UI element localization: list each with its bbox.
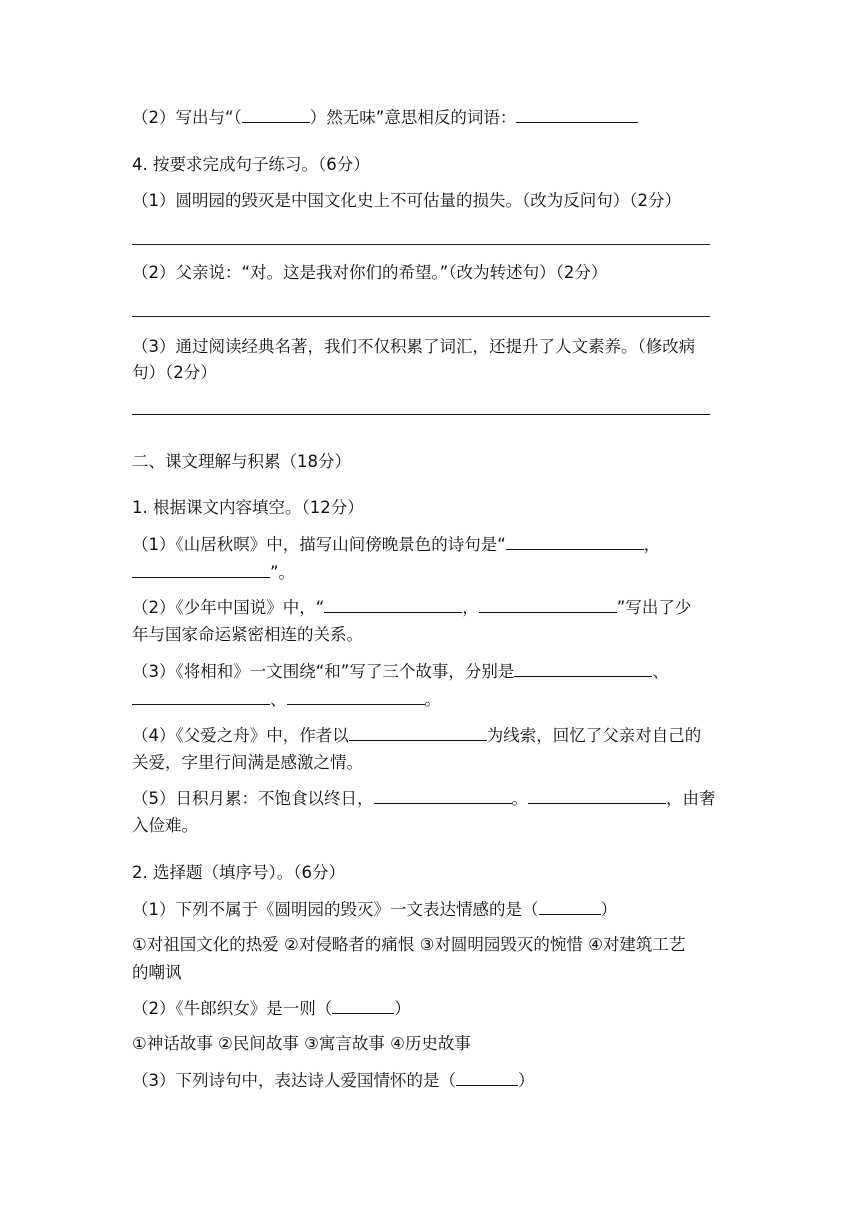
answer-blank[interactable] (506, 533, 644, 550)
question-3-2 (132, 106, 742, 129)
section-2-title: 二、课文理解与积累（18分） (132, 452, 351, 471)
answer-line[interactable] (132, 414, 710, 415)
answer-blank[interactable] (287, 688, 425, 705)
fill-item-1-line2 (132, 561, 742, 584)
fill-item-2-text-a: （2）《少年中国说》中，“ (132, 598, 325, 617)
answer-blank[interactable] (528, 787, 666, 804)
question-4-1: （1）圆明园的毁灭是中国文化史上不可估量的损失。（改为反问句）（2分） (132, 191, 681, 210)
choice-3-text-a: （3）下列诗句中，表达诗人爱国情怀的是（ (132, 1071, 456, 1090)
fill-item-5-text-a: （5）日积月累：不饱食以终日， (132, 789, 374, 808)
answer-blank[interactable] (374, 787, 512, 804)
fill-item-3-text-a: （3）《将相和》一文围绕“和”写了三个故事，分别是 (132, 662, 515, 681)
question-4-3-line2: 句）（2分） (132, 363, 217, 382)
fill-item-2-text-b: ， (462, 598, 479, 617)
fill-item-4-text-b: 为线索，回忆了父亲对自己的 (486, 726, 702, 745)
answer-blank[interactable] (324, 596, 462, 613)
choice-2-options: ①神话故事 ②民间故事 ③寓言故事 ④历史故事 (132, 1034, 471, 1053)
fill-item-2-line2: 年与国家命运紧密相连的关系。 (132, 625, 363, 644)
choice-3-text-b: ） (518, 1071, 535, 1090)
fill-item-1-text-b: ， (643, 535, 661, 554)
choice-2-text-b: ） (394, 999, 411, 1018)
answer-blank[interactable] (516, 106, 638, 123)
fill-item-3-text-b: 、 (652, 662, 669, 681)
answer-blank[interactable] (539, 898, 601, 915)
answer-blank[interactable] (479, 596, 617, 613)
fill-item-2-text-c: ”写出了少 (616, 598, 692, 617)
fill-item-5-text-b: 。 (511, 789, 528, 808)
question-4-2: （2）父亲说：“对。这是我对你们的希望。”（改为转述句）（2分） (132, 263, 608, 282)
choice-1-options-line2: 的嘲讽 (132, 963, 182, 982)
answer-blank[interactable] (132, 688, 270, 705)
answer-line[interactable] (132, 244, 710, 245)
question-4-3-line1: （3）通过阅读经典名著，我们不仅积累了词汇，还提升了人文素养。（修改病 (132, 337, 696, 356)
choice-2-text-a: （2）《牛郎织女》是一则（ (132, 999, 333, 1018)
fill-item-3-line2 (132, 688, 742, 711)
answer-blank[interactable] (349, 724, 487, 741)
question-1-title: 1. 根据课文内容填空。（12分） (132, 498, 364, 517)
fill-item-2-line1 (132, 596, 742, 619)
choice-1-text-b: ） (600, 900, 617, 919)
answer-blank[interactable] (242, 106, 310, 123)
answer-line[interactable] (132, 316, 710, 317)
answer-blank[interactable] (514, 660, 652, 677)
choice-3 (132, 1069, 742, 1092)
choice-1-text-a: （1）下列不属于《圆明园的毁灭》一文表达情感的是（ (132, 900, 539, 919)
answer-blank[interactable] (332, 997, 394, 1014)
question-4-title: 4. 按要求完成句子练习。（6分） (132, 155, 370, 174)
choice-1 (132, 898, 742, 921)
fill-item-1-text-a: （1）《山居秋暝》中，描写山间傍晚景色的诗句是“ (132, 535, 506, 554)
question-3-2-text-a: （2）写出与“（ (132, 108, 242, 127)
answer-blank[interactable] (456, 1069, 518, 1086)
choice-2 (132, 997, 742, 1020)
question-2-title: 2. 选择题（填序号）。（6分） (132, 863, 345, 882)
fill-item-5-text-c: ，由奢 (666, 789, 716, 808)
fill-item-4-text-a: （4）《父爱之舟》中，作者以 (132, 726, 349, 745)
fill-item-3-text-d: 。 (424, 690, 441, 709)
fill-item-1-line1 (132, 533, 742, 556)
fill-item-3-text-c: 、 (270, 690, 287, 709)
fill-item-5-line1 (132, 787, 742, 810)
fill-item-3-line1 (132, 660, 742, 683)
answer-blank[interactable] (132, 561, 270, 578)
fill-item-4-line1 (132, 724, 742, 747)
question-3-2-text-b: ）然无味”意思相反的词语： (309, 108, 517, 127)
fill-item-5-line2: 入俭难。 (132, 816, 198, 835)
choice-1-options-line1: ①对祖国文化的热爱 ②对侵略者的痛恨 ③对圆明园毁灭的惋惜 ④对建筑工艺 (132, 935, 686, 954)
fill-item-1-text-c: ”。 (270, 563, 296, 582)
fill-item-4-line2: 关爱，字里行间满是感激之情。 (132, 753, 363, 772)
